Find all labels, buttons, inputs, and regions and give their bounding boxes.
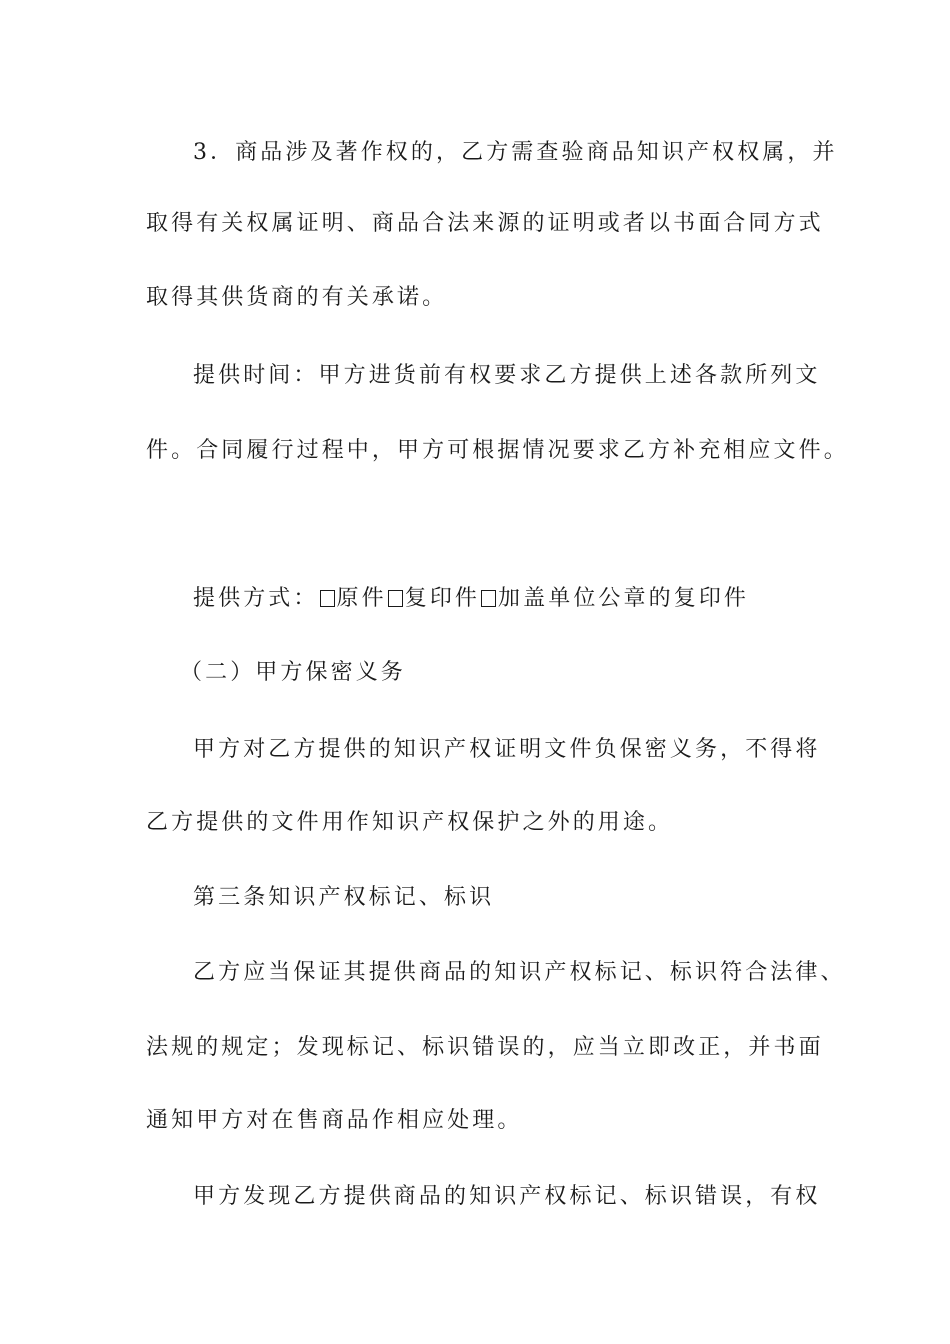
paragraph-line: 法规的规定；发现标记、标识错误的，应当立即改正，并书面 bbox=[146, 1035, 824, 1060]
paragraph-line: 件。合同履行过程中，甲方可根据情况要求乙方补充相应文件。 bbox=[146, 438, 849, 463]
paragraph-line: 乙方提供的文件用作知识产权保护之外的用途。 bbox=[146, 810, 674, 835]
paragraph-line: 甲方发现乙方提供商品的知识产权标记、标识错误，有权 bbox=[193, 1184, 821, 1209]
checkbox-copy[interactable] bbox=[388, 590, 403, 607]
checkbox-stamped-copy[interactable] bbox=[481, 590, 496, 607]
paragraph-line: 取得有关权属证明、商品合法来源的证明或者以书面合同方式 bbox=[146, 211, 824, 236]
paragraph-line: 乙方应当保证其提供商品的知识产权标记、标识符合法律、 bbox=[193, 960, 846, 985]
paragraph-line: 通知甲方对在售商品作相应处理。 bbox=[146, 1108, 523, 1133]
paragraph-line: 3．商品涉及著作权的，乙方需查验商品知识产权权属，并 bbox=[193, 140, 838, 165]
option-copy-label: 复印件 bbox=[404, 586, 481, 611]
paragraph-line: 提供时间：甲方进货前有权要求乙方提供上述各款所列文 bbox=[193, 363, 821, 388]
checkbox-original[interactable] bbox=[320, 590, 335, 607]
article-heading: 第三条知识产权标记、标识 bbox=[193, 885, 495, 910]
provision-method-line bbox=[193, 584, 749, 614]
provision-method-label: 提供方式： bbox=[193, 586, 319, 611]
paragraph-line: 取得其供货商的有关承诺。 bbox=[146, 285, 448, 310]
section-heading: （二）甲方保密义务 bbox=[180, 660, 406, 685]
paragraph-line: 甲方对乙方提供的知识产权证明文件负保密义务，不得将 bbox=[193, 737, 821, 762]
option-stamped-copy-label: 加盖单位公章的复印件 bbox=[498, 586, 750, 611]
option-original-label: 原件 bbox=[336, 586, 387, 611]
